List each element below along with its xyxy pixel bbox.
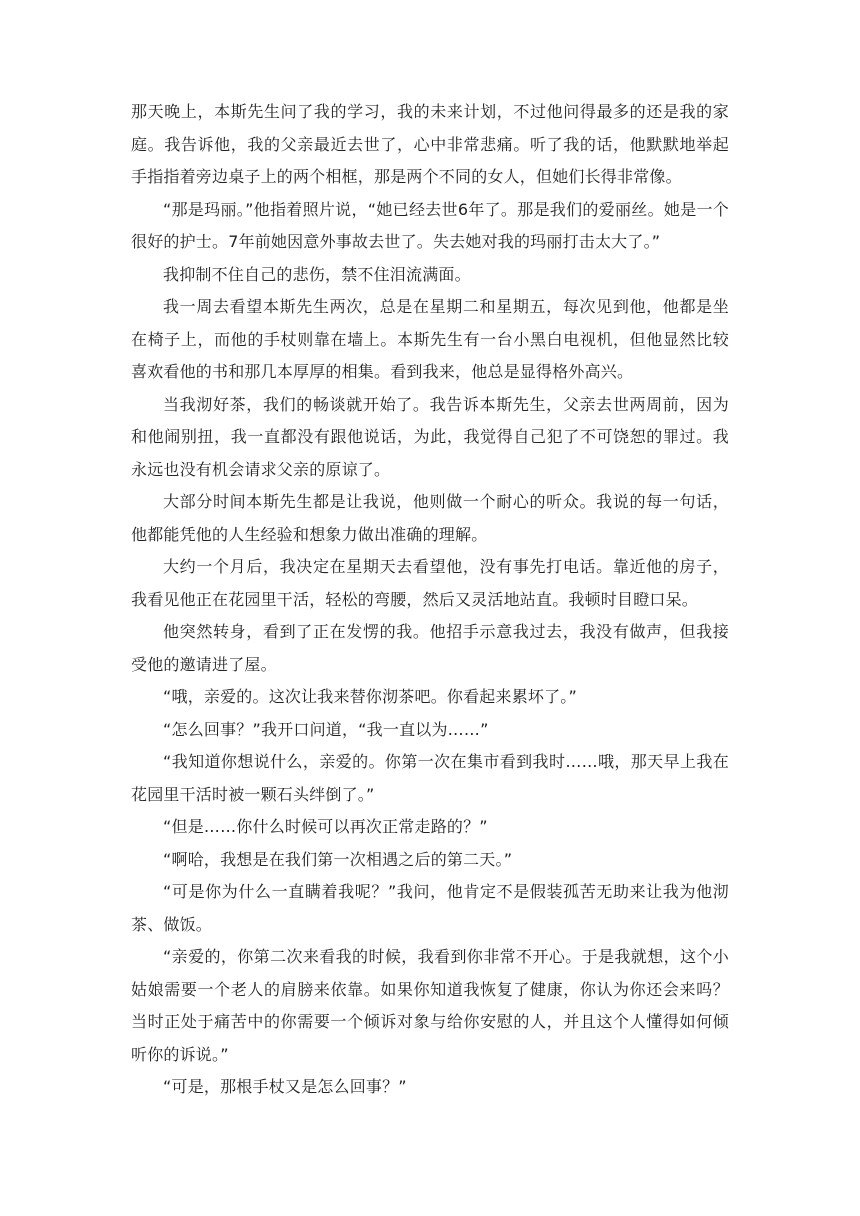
paragraph: “但是……你什么时候可以再次正常走路的？” — [163, 817, 488, 836]
paragraph: “可是你为什么一直瞒着我呢？”我问，他肯定不是假装孤苦无助来让我为他沏茶、做饭。 — [131, 882, 729, 934]
paragraph: 当我沏好茶，我们的畅谈就开始了。我告诉本斯先生，父亲去世两周前，因为和他闹别扭，我一直都没有跟他说话，为此，我觉得自己犯了不可饶恕的罪过。我永远也没有机会请求父亲的原谅了。 — [131, 394, 729, 479]
paragraph: “啊哈，我想是在我们第一次相遇之后的第二天。” — [163, 849, 513, 869]
paragraph: 他突然转身，看到了正在发愣的我。他招手示意我过去，我没有做声，但我接受他的邀请进了屋。 — [131, 622, 729, 674]
paragraph: “可是，那根手杖又是怎么回事？” — [163, 1077, 407, 1096]
paragraph: 我一周去看望本斯先生两次，总是在星期二和星期五，每次见到他，他都是坐在椅子上，而他的手杖则靠在墙上。本斯先生有一台小黑白电视机，但他显然比较喜欢看他的书和那几本厚厚的相集。看到我来，他总是显得格外高兴。 — [131, 297, 729, 381]
paragraph: 大约一个月后，我决定在星期天去看望他，没有事先打电话。靠近他的房子，我看见他正在花园里干活，轻松的弯腰，然后又灵活地站直。我顿时目瞪口呆。 — [131, 557, 729, 609]
paragraph: “我知道你想说什么，亲爱的。你第一次在集市看到我时……哦，那天早上我在花园里干活时被一颗石头绊倒了。” — [131, 752, 729, 804]
paragraph: 我抑制不住自己的悲伤，禁不住泪流满面。 — [163, 264, 471, 284]
paragraph: 大部分时间本斯先生都是让我说，他则做一个耐心的听众。我说的每一句话，他都能凭他的人生经验和想象力做出准确的理解。 — [131, 492, 729, 544]
paragraph: “怎么回事？”我开口问道，“我一直以为……” — [163, 719, 489, 739]
paragraph: “哦，亲爱的。这次让我来替你沏茶吧。你看起来累坏了。” — [163, 687, 577, 706]
document-body — [131, 96, 729, 1104]
paragraph: “亲爱的，你第二次来看我的时候，我看到你非常不开心。于是我就想，这个小姑娘需要一个老人的肩膀来依靠。如果你知道我恢复了健康，你认为你还会来吗？当时正处于痛苦中的你需要一个倾诉对象与给你安慰的人，并且这个人懂得如何倾听你的诉说。” — [131, 947, 729, 1064]
paragraph: “那是玛丽。”他指着照片说，“她已经去世6年了。那是我们的爱丽丝。她是一个很好的护士。7年前她因意外事故去世了。失去她对我的玛丽打击太大了。” — [131, 199, 729, 251]
paragraph: 那天晚上，本斯先生问了我的学习，我的未来计划，不过他问得最多的还是我的家庭。我告诉他，我的父亲最近去世了，心中非常悲痛。听了我的话，他默默地举起手指指着旁边桌子上的两个相框，那是两个不同的女人，但她们长得非常像。 — [131, 102, 729, 186]
